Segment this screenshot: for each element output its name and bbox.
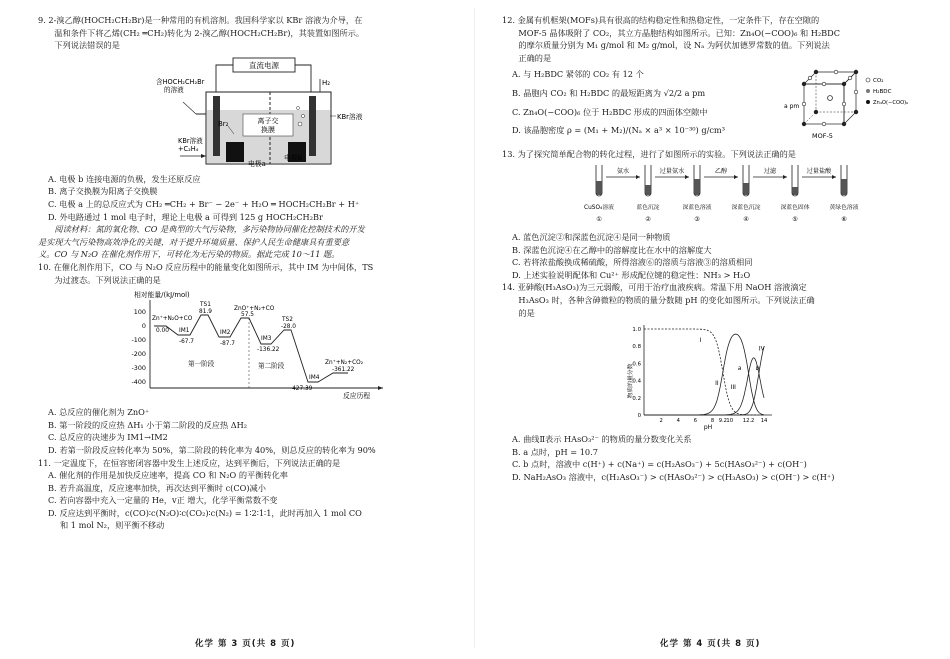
tube-label: 深蓝色溶液 bbox=[682, 204, 712, 211]
q11-option-d: D. 反应达到平衡时，c(CO)∶c(N₂O)∶c(CO₂)∶c(N₂) = 1∶2∶1∶1，此时再加入 1 mol CO bbox=[48, 507, 362, 518]
page-4-footer: 化学 第 4 页(共 8 页) bbox=[660, 639, 761, 649]
q10-option-a: A. 总反应的催化剂为 ZnO⁺ bbox=[48, 407, 150, 418]
tube-label: 深蓝色固体 bbox=[780, 204, 810, 211]
as-xtick: 8 bbox=[710, 418, 715, 425]
im1-value: -67.7 bbox=[179, 339, 194, 346]
tube-number: ⑥ bbox=[841, 215, 847, 223]
end-value: -361.22 bbox=[332, 367, 355, 374]
tube-number: ① bbox=[596, 215, 602, 223]
q11-option-c: C. 若向容器中充入一定量的 He，v正 增大，化学平衡常数不变 bbox=[48, 495, 278, 506]
q14-stem-line: 14. 亚砷酸(H₃AsO₃)为三元弱酸，可用于治疗血液疾病。常温下用 NaOH 溶液滴定 bbox=[502, 282, 807, 293]
as-xtick: 10 bbox=[726, 418, 734, 425]
tube-label: 蓝色沉淀 bbox=[636, 204, 660, 211]
tube-number: ⑤ bbox=[792, 215, 798, 223]
as-xtick: 12.2 bbox=[742, 418, 755, 425]
legend-co2: CO₂ bbox=[873, 78, 884, 85]
tube-number: ② bbox=[645, 215, 651, 223]
im4-label: IM4 bbox=[309, 375, 320, 382]
q14-distribution-chart bbox=[502, 321, 917, 431]
question-11 bbox=[38, 457, 448, 533]
as-ytick: 0.8 bbox=[632, 344, 641, 351]
reading-material bbox=[38, 223, 448, 261]
power-supply-label: 直流电源 bbox=[249, 60, 279, 70]
tube-label: CuSO₄溶液 bbox=[584, 204, 614, 211]
q10-option-c: C. 总反应的决速步为 IM1→IM2 bbox=[48, 432, 168, 443]
as-ytick: 1.0 bbox=[632, 327, 641, 334]
electrode-b bbox=[309, 96, 316, 156]
energy-ytick: -300 bbox=[131, 364, 146, 373]
as-ytick: 0.4 bbox=[632, 378, 641, 385]
q13-option-b: B. 深蓝色沉淀④在乙醇中的溶解度比在水中的溶解度大 bbox=[512, 244, 712, 255]
legend-co2-marker bbox=[866, 78, 870, 82]
question-12 bbox=[502, 14, 917, 148]
q9-option-a: A. 电极 b 连接电源的负极，发生还原反应 bbox=[48, 173, 201, 184]
page-4-column bbox=[502, 14, 917, 484]
q14-option-b: B. a 点时，pH = 10.7 bbox=[512, 446, 598, 457]
as-xtick: 9.2 bbox=[718, 418, 727, 425]
energy-ytick: -100 bbox=[131, 336, 146, 345]
q12-stem-line: 12. 金属有机框架(MOFs)具有很高的结构稳定性和热稳定性，一定条件下，存在空隙的 bbox=[502, 15, 820, 25]
as-curve-II bbox=[644, 334, 764, 415]
q10-energy-diagram bbox=[38, 288, 448, 404]
step-label: 乙醇 bbox=[714, 167, 728, 175]
as-ytick: 0.2 bbox=[632, 395, 641, 402]
as-ytick: 0 bbox=[637, 413, 641, 420]
im1-label: IM1 bbox=[179, 328, 190, 335]
q10-stem-line: 10. 在催化剂作用下，CO 与 N₂O 反应历程中的能量变化如图所示，其中 IM 为中间体，TS bbox=[38, 261, 374, 272]
mof5-label: MOF-5 bbox=[812, 132, 833, 141]
as-point-a: a bbox=[737, 366, 742, 373]
q12-option-c: C. Zn₄O(−COO)₆ 位于 H₂BDC 形成的四面体空隙中 bbox=[512, 106, 708, 117]
as-curve-I bbox=[644, 329, 764, 415]
outlet-label: 含HOCH₂CH₂Br 的溶液 bbox=[156, 77, 205, 94]
mid-label: ZnO⁺+N₂+CO bbox=[234, 306, 275, 313]
wire-right bbox=[295, 65, 311, 94]
q14-stem-line: 的是 bbox=[518, 307, 535, 318]
tube-label: 黄绿色溶液 bbox=[829, 204, 859, 211]
energy-ytick: 0 bbox=[141, 322, 146, 331]
q9-stem-line: 温和条件下将乙烯(CH₂ ═CH₂)转化为 2-溴乙醇(HOCH₂CH₂Br)，其装置如图所示。 bbox=[54, 27, 365, 38]
as-xtick: 2 bbox=[659, 418, 663, 425]
as-curve-label: I bbox=[699, 337, 702, 345]
im2-value: -87.7 bbox=[220, 341, 235, 348]
im4-value: -427.39 bbox=[290, 386, 313, 393]
question-9 bbox=[38, 14, 448, 223]
page-3-column bbox=[38, 14, 448, 532]
q14-option-a: A. 曲线Ⅱ表示 HAsO₃²⁻ 的物质的量分数变化关系 bbox=[512, 434, 692, 445]
as-xlabel: pH bbox=[703, 424, 713, 432]
center-co2 bbox=[828, 96, 833, 101]
q11-stem: 11. 一定温度下，在恒容密闭容器中发生上述反应，达到平衡后，下列说法正确的是 bbox=[38, 457, 341, 468]
q12-stem-line: 的摩尔质量分别为 M₁ g/mol 和 M₂ g/mol，设 Nₐ 为阿伏加德罗常数的值。下列说法 bbox=[518, 40, 830, 51]
q10-stem-line: 为过渡态。下列说法正确的是 bbox=[54, 274, 161, 285]
q13-option-d: D. 上述实验说明配体和 Cu²⁺ 形成配位键的稳定性：NH₃ > H₂O bbox=[512, 269, 751, 280]
q11-option-b: B. 若升高温度，反应速率加快，再次达到平衡时 c(CO)减小 bbox=[48, 482, 266, 493]
h2-label: H₂ bbox=[322, 78, 331, 87]
im2-label: IM2 bbox=[220, 330, 231, 337]
energy-path bbox=[154, 315, 348, 382]
br2-label: Br₂ bbox=[218, 119, 229, 128]
q10-option-b: B. 第一阶段的反应热 ΔH₁ 小于第二阶段的反应热 ΔH₂ bbox=[48, 419, 248, 430]
ts1-label: TS1 bbox=[200, 302, 211, 309]
tube-contents bbox=[597, 179, 847, 195]
wire-left bbox=[216, 65, 233, 94]
legend-zn: Zn₄O(−COO)₆ bbox=[873, 100, 909, 107]
mid-value: 57.5 bbox=[241, 312, 254, 319]
electrode-a-label: 电极a bbox=[248, 159, 266, 168]
question-10 bbox=[38, 261, 448, 457]
page-divider bbox=[474, 8, 475, 648]
legend-zn-marker bbox=[866, 100, 870, 104]
tube-number: ③ bbox=[694, 215, 700, 223]
mof5-figure bbox=[782, 64, 917, 148]
q12-stem-line: 正确的是 bbox=[518, 52, 552, 63]
q10-option-d: D. 若第一阶段反应转化率为 50%，第二阶段的转化率为 40%，则总反应的转化率为 90% bbox=[48, 444, 376, 455]
as-ytick: 0.6 bbox=[632, 361, 641, 368]
q12-options bbox=[502, 64, 782, 148]
q12-option-d: D. 该晶胞密度 ρ = (M₁ + M₂)/(Nₐ × a³ × 10⁻³⁰) g/cm³ bbox=[512, 125, 725, 136]
tube-label: 深蓝色沉淀 bbox=[731, 204, 761, 211]
q13-option-a: A. 蓝色沉淀②和深蓝色沉淀④是同一种物质 bbox=[512, 231, 671, 242]
q9-electrolysis-figure bbox=[38, 54, 448, 171]
q12-stem-line: MOF-5 晶体吸附了 CO₂，其立方晶胞结构如图所示。已知：Zn₄O(−COO)₆ 和 H₂BDC bbox=[518, 27, 841, 38]
q9-option-b: B. 离子交换膜为阳离子交换膜 bbox=[48, 186, 158, 197]
as-xtick: 14 bbox=[760, 418, 768, 425]
q14-option-d: D. NaH₂AsO₃ 溶液中，c(H₂AsO₃⁻) > c(HAsO₃²⁻) > c(H₃AsO₃) > c(OH⁻) > c(H⁺) bbox=[512, 471, 835, 482]
ts2-value: -28.0 bbox=[281, 324, 296, 331]
step-label: 氨水 bbox=[616, 167, 630, 175]
q9-stem-line: 下列说法错误的是 bbox=[54, 40, 120, 51]
end-label: Zn⁺+N₂+CO₂ bbox=[325, 360, 364, 367]
kbr-left-label: KBr溶液+C₂H₄ bbox=[178, 136, 203, 153]
reading-line: 义。CO 与 N₂O 在催化剂作用下，可转化为无污染的物质。据此完成 10～11 题。 bbox=[38, 249, 340, 260]
electrode-b-label: 电极b bbox=[284, 153, 302, 162]
energy-xlabel: 反应历程 bbox=[343, 392, 371, 401]
q13-option-c: C. 若将浓盐酸换成稀硫酸，所得溶液⑥的溶质与溶液③的溶质相同 bbox=[512, 257, 753, 268]
as-curve-label: II bbox=[715, 380, 719, 388]
q11-option-d-cont: 和 1 mol N₂，则平衡不移动 bbox=[60, 520, 165, 531]
step-label: 过量氨水 bbox=[659, 167, 685, 175]
q14-stem-line: H₃AsO₃ 时，各种含砷微粒的物质的量分数随 pH 的变化如图所示。下列说法正确 bbox=[518, 294, 815, 305]
energy-ytick: -400 bbox=[131, 378, 146, 387]
as-curve-III bbox=[644, 358, 764, 415]
q14-option-c: C. b 点时，溶液中 c(H⁺) + c(Na⁺) = c(H₂AsO₃⁻) + 5c(HAsO₃²⁻) + c(OH⁻) bbox=[512, 459, 807, 470]
start-label: Zn⁺+N₂O+CO bbox=[152, 316, 193, 323]
membrane-label: 离子交换膜 bbox=[257, 116, 279, 134]
question-14 bbox=[502, 281, 917, 483]
outlet-leader bbox=[183, 102, 196, 114]
im3-label: IM3 bbox=[261, 336, 272, 343]
ts2-label: TS2 bbox=[282, 317, 293, 324]
energy-ytick: -200 bbox=[131, 350, 146, 359]
as-xtick: 6 bbox=[693, 418, 698, 425]
energy-ylabel: 相对能量/(kJ/mol) bbox=[134, 291, 190, 300]
step-label: 过滤 bbox=[763, 167, 777, 175]
q13-experiment-figure bbox=[502, 163, 917, 229]
q9-option-c: C. 电极 a 上的总反应式为 CH₂ ═CH₂ + Br⁻ − 2e⁻ + H₂O ═ HOCH₂CH₂Br + H⁺ bbox=[48, 198, 360, 209]
q12-option-a: A. 与 H₂BDC 紧邻的 CO₂ 有 12 个 bbox=[512, 69, 644, 80]
q11-option-a: A. 催化剂的作用是加快反应速率，提高 CO 和 N₂O 的平衡转化率 bbox=[48, 470, 288, 481]
page-3-footer: 化学 第 3 页(共 8 页) bbox=[195, 639, 296, 649]
as-curve-label: III bbox=[730, 384, 736, 392]
reading-line: 是实现大气污染物高效净化的关键，对于提升环境质量、保护人民生命健康具有重要意 bbox=[38, 236, 350, 247]
legend-h2bdc-marker bbox=[866, 89, 870, 93]
step-label: 过量盐酸 bbox=[806, 167, 832, 175]
stage2-label: 第二阶段 bbox=[258, 362, 285, 371]
q9-stem-line: 9. 2-溴乙醇(HOCH₂CH₂Br)是一种常用的有机溶剂。我国科学家以 KBr 溶液为介导，在 bbox=[38, 15, 363, 25]
kbr-right-label: KBr溶液 bbox=[337, 112, 363, 121]
tube-number: ④ bbox=[743, 215, 749, 223]
as-ylabel: 物质的量分数 bbox=[628, 363, 634, 399]
q13-stem: 13. 为了探究简单配合物的转化过程，进行了如图所示的实验。下列说法正确的是 bbox=[502, 149, 796, 160]
question-13 bbox=[502, 148, 917, 281]
q9-option-d: D. 外电路通过 1 mol 电子时，理论上电极 a 可得到 125 g HOCH₂CH₂Br bbox=[48, 211, 323, 222]
energy-ytick: 100 bbox=[133, 308, 146, 317]
im3-value: -136.22 bbox=[257, 347, 280, 354]
q12-body bbox=[502, 64, 917, 148]
reading-line: 阅读材料：氮的氧化物、CO 是典型的大气污染物，多污染物协同催化控制技术的开发 bbox=[54, 224, 365, 235]
as-point-b: b bbox=[755, 366, 760, 373]
legend-h2bdc: H₂BDC bbox=[873, 89, 892, 96]
q12-option-b: B. 晶胞内 CO₂ 和 H₂BDC 的最短距离为 √2/2 a pm bbox=[512, 87, 706, 98]
as-curve-label: IV bbox=[758, 345, 765, 353]
inner-tube-left bbox=[226, 142, 244, 162]
cell-side-label: a pm bbox=[784, 103, 800, 111]
as-xtick: 4 bbox=[676, 418, 680, 425]
ts1-value: 81.9 bbox=[199, 309, 212, 316]
start-value: 0.00 bbox=[156, 328, 169, 335]
stage1-label: 第一阶段 bbox=[188, 360, 215, 369]
